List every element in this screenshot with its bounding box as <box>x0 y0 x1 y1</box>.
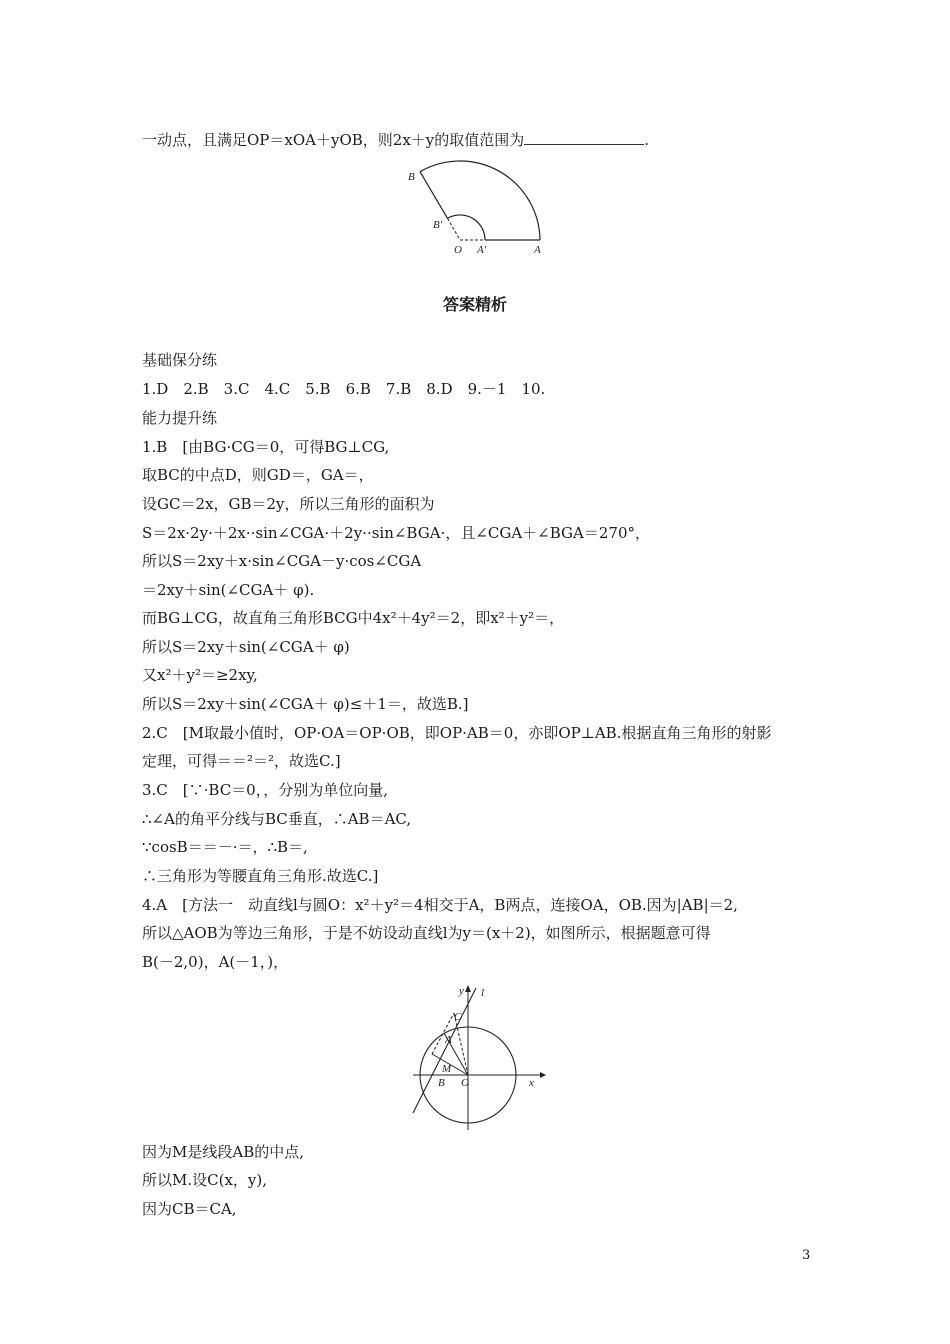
text-line: 设GC＝2x，GB＝2y，所以三角形的面积为 <box>142 495 435 513</box>
label-A: A <box>534 244 541 256</box>
label-A: A <box>445 1034 452 1046</box>
problem-stem-end: . <box>644 131 650 149</box>
text-line: 取BC的中点D，则GD＝，GA＝， <box>142 466 374 484</box>
text-line: 2.C [M取最小值时，OP·OA＝OP·OB，即OP·AB＝0，亦即OP⊥AB.根据直角三角形的射影 <box>142 724 772 742</box>
text-line: S＝2x·2y·＋2x··sin∠CGA·＋2y··sin∠BGA·，且∠CGA＋∠BGA＝270°， <box>142 524 650 542</box>
text-line: 3.C [∵·BC＝0，，分别为单位向量, <box>142 781 388 799</box>
problem-stem-text: 一动点，且满足OP＝xOA＋yOB，则2x＋y的取值范围为 <box>142 131 525 149</box>
label-x: x <box>529 1077 534 1089</box>
text-line: B(－2,0)，A(－1，)， <box>142 953 289 971</box>
label-B: B <box>438 1077 445 1089</box>
label-O: O <box>461 1077 469 1089</box>
label-O: O <box>454 244 462 256</box>
text-line: 能力提升练 <box>142 409 218 427</box>
text-line: 所以S＝2xy＋x·sin∠CGA－y·cos∠CGA <box>142 552 422 570</box>
figure-sector <box>400 160 560 260</box>
label-A-prime: A′ <box>477 244 487 256</box>
text-line: 而BG⊥CG，故直角三角形BCG中4x²＋4y²＝2，即x²＋y²＝， <box>142 609 565 627</box>
text-line: ＝2xy＋sin(∠CGA＋ φ). <box>142 581 315 599</box>
text-line: 又x²＋y²＝≥2xy, <box>142 666 258 684</box>
text-line: 1.B [由BG·CG＝0，可得BG⊥CG, <box>142 438 390 456</box>
label-y: y <box>459 985 464 997</box>
text-line: 所以S＝2xy＋sin(∠CGA＋ φ)≤＋1＝，故选B.] <box>142 695 469 713</box>
answer-blank <box>524 130 644 145</box>
label-B: B <box>408 171 415 183</box>
text-line: 4.A [方法一 动直线l与圆O：x²＋y²＝4相交于A，B两点，连接OA，OB.因为|AB|＝2, <box>142 896 738 914</box>
text-line: 定理，可得＝＝²＝²，故选C.] <box>142 752 341 770</box>
text-line: 因为CB＝CA, <box>142 1200 237 1218</box>
text-line: 基础保分练 <box>142 351 218 369</box>
section-title: 答案精析 <box>442 295 507 314</box>
label-C: C <box>454 1011 462 1023</box>
text-line: 因为M是线段AB的中点, <box>142 1143 304 1161</box>
text-line: 1.D 2.B 3.C 4.C 5.B 6.B 7.B 8.D 9.－1 10. <box>142 380 546 398</box>
text-line: ∴∠A的角平分线与BC垂直，∴AB＝AC, <box>142 810 412 828</box>
label-B-prime: B′ <box>433 219 443 231</box>
problem-stem-line <box>142 130 649 150</box>
text-line: 所以M.设C(x，y), <box>142 1171 268 1189</box>
text-line: ∵cosB＝＝－·＝，∴B＝, <box>142 838 308 856</box>
text-line: ∴三角形为等腰直角三角形.故选C.] <box>142 867 379 885</box>
text-line: 所以△AOB为等边三角形，于是不妨设动直线l为y＝(x＋2)，如图所示，根据题意可得 <box>142 924 711 942</box>
text-line: 所以S＝2xy＋sin(∠CGA＋ φ) <box>142 638 350 656</box>
figure-circle <box>405 980 550 1135</box>
page-number: 3 <box>802 1248 811 1263</box>
label-l: l <box>481 987 485 999</box>
label-M: M <box>442 1063 452 1075</box>
